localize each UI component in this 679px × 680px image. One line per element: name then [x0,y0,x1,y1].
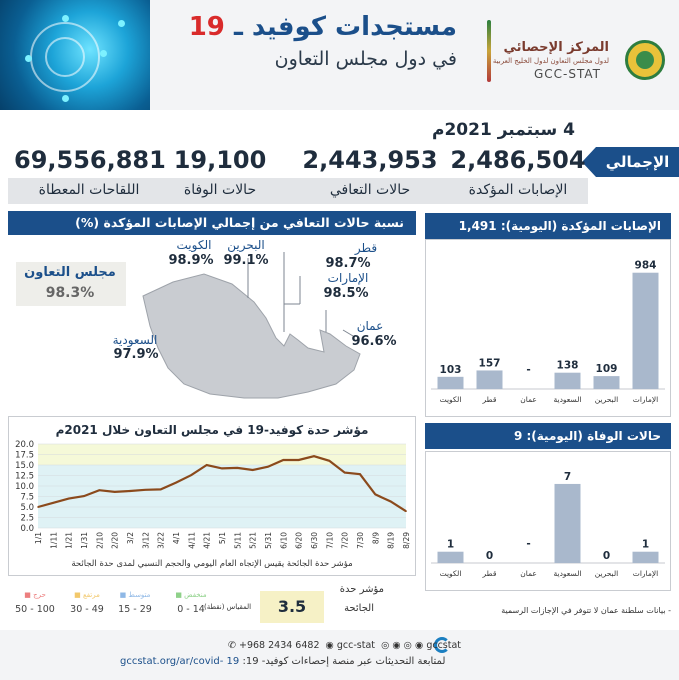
x-tick-label: 5/11 [233,532,243,549]
y-tick-label: 2.5 [20,513,34,524]
total-recovered-value: 2,443,953 [302,146,438,174]
bar-value-label: 1 [641,538,650,551]
bar-category-label: عمان [520,569,537,578]
x-tick-label: 3/2 [126,532,135,545]
title-number: 19 [188,12,225,42]
page-title [189,12,457,42]
severity-line-chart [8,436,416,560]
x-tick-label: 3/12 [141,532,151,549]
severity-point [344,472,346,474]
bar-category-label: البحرين [594,569,619,578]
severity-point [145,489,147,491]
oman-value: 96.6% [351,334,397,349]
x-tick-label: 6/10 [279,532,289,549]
bar-5 [438,377,464,389]
severity-point [114,491,116,493]
bahrain-label: البحرين [227,238,265,252]
severity-point [237,467,239,469]
report-date: 4 سبتمبر 2021م [432,120,575,140]
severity-point [405,510,407,512]
severity-point [375,494,377,496]
daily-deaths-title: حالات الوفاة (اليومية): 9 [425,423,671,449]
qatar-value: 98.7% [325,256,371,271]
x-tick-label: 7/10 [325,532,335,549]
scale-level-name: ■ مرتفع [74,591,100,599]
x-tick-label: 1/21 [64,532,74,549]
x-tick-label: 6/30 [310,532,319,549]
scale-level-range: 50 - 100 [15,604,55,615]
severity-point [53,502,55,504]
bar-value-label: 0 [602,550,611,562]
x-tick-label: 2/20 [110,532,120,549]
daily-deaths-bar-chart [425,451,671,591]
footer-update-line [120,656,445,667]
footer-handle-1[interactable]: gcc-stat [336,640,376,651]
severity-point [206,464,208,466]
severity-point [68,498,70,500]
scale-level-name: ■ منخفض [175,591,207,599]
bar-value-label: - [526,364,531,376]
bar-2 [555,484,581,563]
y-tick-label: 17.5 [15,450,34,461]
x-tick-label: 3/22 [156,532,166,549]
total-confirmed-value: 2,486,504 [450,146,586,174]
recovery-panel-title: نسبة حالات التعافي من إجمالي الإصابات المؤكدة (%) [8,211,416,235]
scale-level-range: 30 - 49 [70,604,104,615]
severity-point [359,473,361,475]
oman-label: عمان [356,319,384,333]
bar-value-label: - [526,538,531,550]
y-tick-label: 10.0 [15,482,34,492]
y-tick-label: 5.0 [20,503,34,513]
index-value: 3.5 [260,591,324,623]
severity-point [129,490,131,492]
footer-url[interactable]: gccstat.org/ar/covid- 19 [120,656,240,667]
y-tick-label: 7.5 [20,492,34,503]
bar-category-label: الكويت [439,395,462,404]
x-tick-label: 5/1 [218,532,227,545]
bar-4 [477,370,503,389]
social-icons: ◎ ◉ ◎ ◉ [381,640,424,651]
x-tick-label: 6/20 [294,532,304,549]
severity-point [37,506,39,508]
gcc-emblem-icon [625,40,665,80]
severity-point [191,474,193,476]
scale-level-name: ■ حرج [24,591,46,599]
bar-1 [594,376,620,389]
bar-0 [633,273,659,389]
total-vaccines-label: اللقاحات المعطاة [38,182,140,198]
saudi-label: السعودية [112,333,158,347]
x-tick-label: 1/31 [80,532,89,549]
bar-category-label: البحرين [594,395,619,404]
footer-update-text: لمتابعة التحديثات عبر منصة إحصاءات كوفيد- 19: [242,656,446,667]
scale-level-name: ■ متوسط [119,591,151,599]
total-confirmed-label: الإصابات المؤكدة [468,182,568,198]
severity-point [99,489,101,491]
footer-contacts [228,640,461,651]
y-tick-label: 12.5 [15,471,34,482]
qatar-label: قطر [354,241,378,255]
y-tick-label: 20.0 [15,440,34,450]
bar-category-label: الإمارات [632,569,659,578]
bar-value-label: 103 [439,363,462,376]
severity-point [175,482,177,484]
severity-point [252,469,254,471]
kuwait-label: الكويت [176,238,212,252]
severity-point [313,455,315,457]
bar-category-label: قطر [482,569,497,578]
severity-point [83,495,85,497]
x-tick-label: 7/20 [340,532,350,549]
x-tick-label: 2/10 [95,532,105,549]
daily-cases-title: الإصابات المؤكدة (اليومية): 1,491 [425,213,671,239]
bar-category-label: السعودية [553,395,582,404]
severity-chart-note: مؤشر حدة الجائحة يقيس الإتجاه العام اليومي والحجم النسبي لمدى حدة الجائحة [71,559,353,569]
severity-point [298,459,300,461]
bar-value-label: 157 [478,357,501,370]
bar-value-label: 138 [556,359,579,372]
x-tick-label: 1/1 [34,532,43,545]
uae-value: 98.5% [323,286,369,301]
bar-value-label: 0 [485,550,494,562]
severity-point [160,489,162,491]
virus-illustration [0,0,150,110]
bahrain-value: 99.1% [223,253,269,268]
bar-2 [555,373,581,389]
kuwait-value: 98.9% [168,253,214,268]
footer-handle-2[interactable]: gccstat [426,640,462,651]
bar-value-label: 1 [446,538,455,551]
total-deaths-value: 19,100 [173,146,267,174]
daily-cases-bar-chart [425,239,671,417]
x-tick-label: 5/21 [248,532,258,549]
bar-category-label: الإمارات [632,395,659,404]
title-text: مستجدات كوفيد ـ [224,12,457,42]
org-name-en: GCC-STAT [533,67,601,81]
bar-value-label: 7 [563,470,572,483]
gcc-recovery-value: 98.3% [45,285,95,301]
bar-category-label: قطر [482,395,497,404]
oman-footnote: - بيانات سلطنة عمان لا تتوفر في الإجازات الرسمية [501,606,671,615]
severity-point [329,460,331,462]
severity-point [390,501,392,503]
org-logo-mark [487,20,491,82]
bar-5 [438,552,464,563]
bar-category-label: السعودية [553,569,582,578]
bar-0 [633,552,659,563]
bar-category-label: الكويت [439,569,462,578]
org-name-ar: المركز الإحصائي [503,40,609,55]
severity-point [283,459,285,461]
phone-icon: ✆ [228,640,236,651]
org-desc-ar: لدول مجلس التعاون لدول الخليج العربية [492,57,609,65]
x-tick-label: 4/21 [202,532,212,549]
total-deaths-label: حالات الوفاة [183,182,257,198]
x-tick-label: 5/31 [264,532,273,549]
index-label-line1: مؤشر حدة [339,584,384,595]
totals-badge: الإجمالي [596,147,679,177]
x-tick-label: 4/1 [172,532,181,545]
total-recovered-label: حالات التعافي [329,182,411,198]
scale-label: المقياس (نقطة) [204,603,252,611]
x-tick-label: 8/29 [402,532,411,549]
x-tick-label: 4/11 [187,532,197,549]
scale-level-range: 15 - 29 [118,604,152,615]
severity-point [221,468,223,470]
bar-category-label: عمان [520,395,537,404]
severity-chart-title: مؤشر حدة كوفيد-19 في مجلس التعاون خلال 2021م [55,423,369,437]
x-tick-label: 8/19 [386,532,396,549]
y-tick-label: 15.0 [15,461,34,471]
x-tick-label: 7/30 [356,532,365,549]
severity-point [267,466,269,468]
scale-level-range: 0 - 14 [177,604,205,615]
saudi-value: 97.9% [113,347,159,362]
y-tick-label: 0.0 [20,524,34,534]
index-label-line2: الجائحة [344,603,374,614]
total-vaccines-value: 69,556,881 [14,146,166,174]
bar-value-label: 109 [595,363,618,376]
footer-phone[interactable]: +968 2434 6482 [239,640,320,651]
footer [0,630,679,680]
social-icon: ◉ [325,640,334,651]
x-tick-label: 1/11 [49,532,59,549]
gcc-recovery-label: مجلس التعاون [24,265,116,280]
uae-label: الإمارات [327,271,369,285]
x-tick-label: 8/9 [371,532,381,545]
bar-value-label: 984 [634,259,657,272]
page-subtitle: في دول مجلس التعاون [274,48,457,70]
